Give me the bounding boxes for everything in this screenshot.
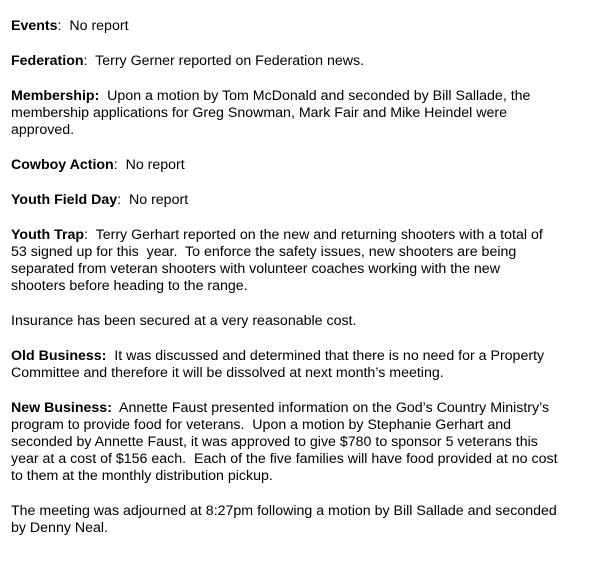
federation-paragraph bbox=[11, 53, 591, 70]
old-business-heading: Old Business: bbox=[11, 348, 107, 364]
new-business-paragraph bbox=[11, 400, 591, 485]
youth-field-day-text: No report bbox=[121, 192, 189, 208]
new-business-line-2: program to provide food for veterans. Upon a motion by Stephanie Gerhart and bbox=[11, 417, 512, 433]
youth-trap-line-3: separated from veteran shooters with volunteer coaches working with the new bbox=[11, 261, 500, 277]
insurance-text: Insurance has been secured at a very reasonable cost. bbox=[11, 313, 357, 329]
membership-paragraph bbox=[11, 88, 591, 139]
membership-heading: Membership: bbox=[11, 88, 100, 104]
youth-trap-paragraph bbox=[11, 227, 591, 295]
cowboy-action-heading: Cowboy Action bbox=[11, 157, 114, 173]
youth-trap-colon: : bbox=[84, 227, 88, 243]
meeting-minutes-page bbox=[11, 18, 591, 555]
federation-text: Terry Gerner reported on Federation news. bbox=[87, 53, 365, 69]
new-business-line-1 bbox=[11, 400, 591, 417]
membership-line-3: approved. bbox=[11, 122, 75, 138]
new-business-heading: New Business: bbox=[11, 400, 112, 416]
events-colon: : bbox=[57, 18, 62, 34]
old-business-line-1 bbox=[11, 348, 591, 365]
cowboy-action-paragraph bbox=[11, 157, 591, 174]
new-business-text-line-1: Annette Faust presented information on the God’s Country Ministry’s bbox=[111, 400, 550, 416]
new-business-line-4: year at a cost of $156 each. Each of the five families will have food provided at no cost bbox=[11, 451, 558, 467]
old-business-paragraph bbox=[11, 348, 591, 382]
youth-trap-line-4: shooters before heading to the range. bbox=[11, 278, 248, 294]
cowboy-action-colon: : bbox=[113, 157, 118, 173]
federation-colon: : bbox=[83, 53, 88, 69]
old-business-line-2: Committee and therefore it will be dissolved at next month’s meeting. bbox=[11, 365, 444, 381]
youth-trap-line-1 bbox=[11, 227, 591, 244]
new-business-line-3: seconded by Annette Faust, it was approved to give $780 to sponsor 5 veterans this bbox=[11, 434, 538, 450]
adjournment-line-1: The meeting was adjourned at 8:27pm following a motion by Bill Sallade and seconded bbox=[11, 503, 557, 519]
youth-trap-line-2: 53 signed up for this year. To enforce the safety issues, new shooters are being bbox=[11, 244, 517, 260]
youth-field-day-colon: : bbox=[117, 192, 122, 208]
youth-trap-heading: Youth Trap bbox=[11, 227, 85, 243]
events-text: No report bbox=[61, 18, 129, 34]
youth-trap-text-line-1: Terry Gerhart reported on the new and returning shooters with a total of bbox=[88, 227, 543, 243]
events-heading: Events bbox=[11, 18, 58, 34]
insurance-paragraph bbox=[11, 313, 591, 330]
cowboy-action-text: No report bbox=[117, 157, 185, 173]
youth-field-day-heading: Youth Field Day bbox=[11, 192, 118, 208]
membership-text-line-1: Upon a motion by Tom McDonald and seconded by Bill Sallade, the bbox=[99, 88, 531, 104]
federation-heading: Federation bbox=[11, 53, 84, 69]
adjournment-line-2: by Denny Neal. bbox=[11, 520, 108, 536]
membership-line-1 bbox=[11, 88, 591, 105]
old-business-text-line-1: It was discussed and determined that there is no need for a Property bbox=[106, 348, 545, 364]
youth-field-day-paragraph bbox=[11, 192, 591, 209]
new-business-line-5: to them at the monthly distribution pickup. bbox=[11, 468, 273, 484]
events-paragraph bbox=[11, 18, 591, 35]
adjournment-paragraph bbox=[11, 503, 591, 537]
membership-line-2: membership applications for Greg Snowman, Mark Fair and Mike Heindel were bbox=[11, 105, 507, 121]
